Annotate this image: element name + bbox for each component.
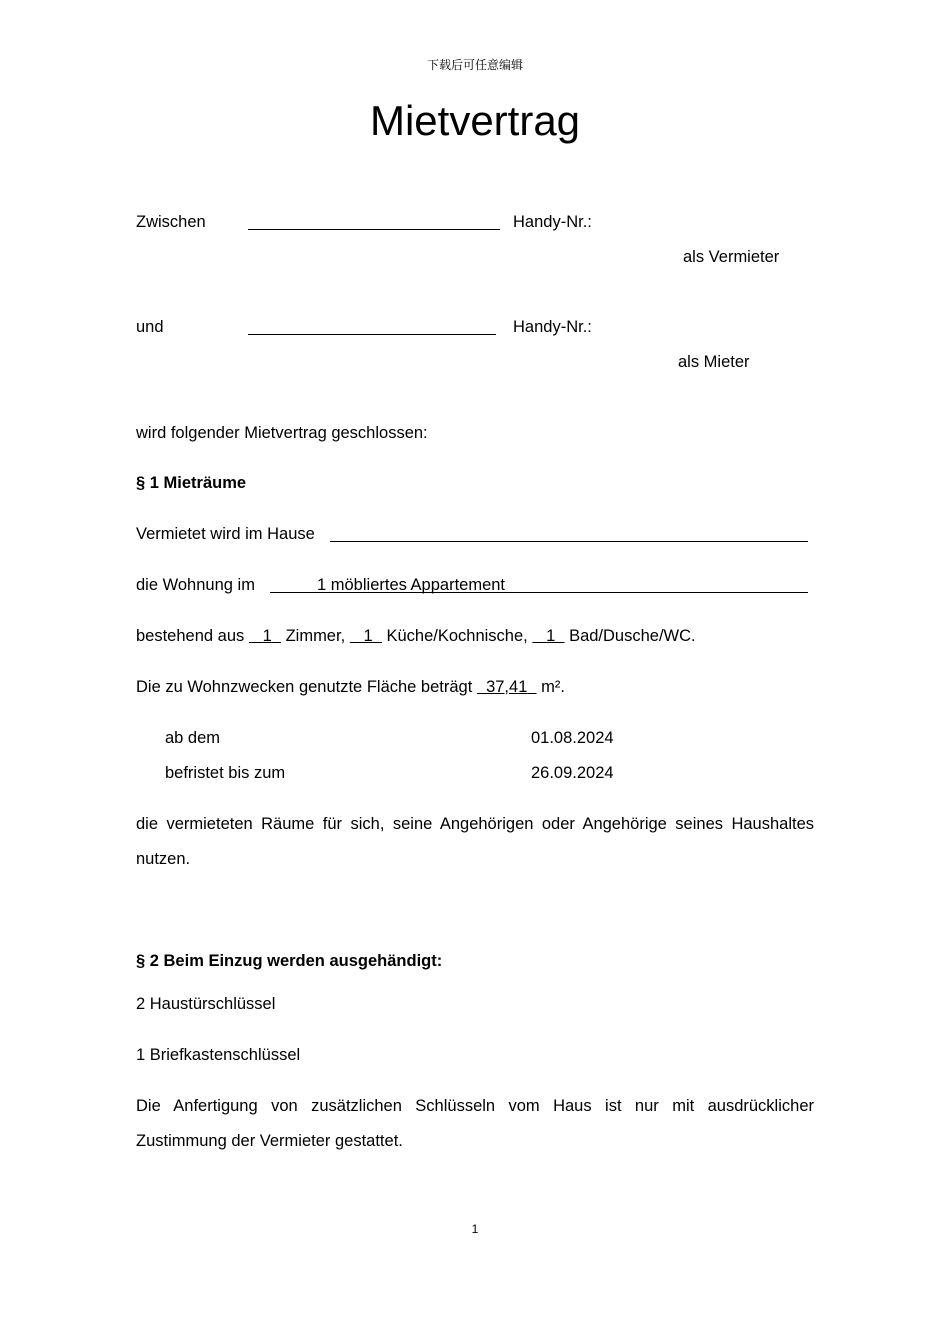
contract-intro: wird folgender Mietvertrag geschlossen: xyxy=(136,424,428,442)
key-note-line-1: Die Anfertigung von zusätzlichen Schlüsseln vom Haus ist nur mit ausdrücklicher xyxy=(136,1097,814,1115)
start-label: ab dem xyxy=(165,729,221,747)
landlord-name-field[interactable] xyxy=(248,229,500,230)
house-address-field[interactable] xyxy=(330,541,808,542)
bath-count[interactable] xyxy=(532,627,564,645)
page-number: 1 xyxy=(471,1222,479,1236)
section2-heading: § 2 Beim Einzug werden ausgehändigt: xyxy=(136,952,443,970)
bath-text: Bad/Dusche/WC. xyxy=(569,627,696,645)
area-label: Die zu Wohnzwecken genutzte Fläche beträgt xyxy=(136,678,473,696)
rooms-text: Zimmer, xyxy=(285,627,346,645)
key-note-line-2: Zustimmung der Vermieter gestattet. xyxy=(136,1132,403,1150)
area-value: 37,41 xyxy=(486,678,528,696)
tenant-name-field[interactable] xyxy=(248,334,496,335)
end-label: befristet bis zum xyxy=(165,764,286,782)
kitchen-count[interactable] xyxy=(350,627,382,645)
bath-count-value: 1 xyxy=(546,627,556,645)
section1-heading: § 1 Mieträume xyxy=(136,474,247,492)
rooms-line xyxy=(136,626,696,646)
tenant-phone-label: Handy-Nr.: xyxy=(513,318,592,336)
kitchen-count-value: 1 xyxy=(363,627,373,645)
house-label: Vermietet wird im Hause xyxy=(136,525,315,543)
usage-line-1: die vermieteten Räume für sich, seine Angehörigen oder Angehörige seines Haushaltes xyxy=(136,815,814,833)
landlord-label: Zwischen xyxy=(136,213,206,231)
landlord-role: als Vermieter xyxy=(683,248,780,266)
usage-line-2: nutzen. xyxy=(136,850,191,868)
rooms-count[interactable] xyxy=(249,627,281,645)
tenant-label: und xyxy=(136,318,164,336)
apartment-label: die Wohnung im xyxy=(136,576,255,594)
area-line xyxy=(136,677,565,697)
key-item-mailbox: 1 Briefkastenschlüssel xyxy=(136,1046,301,1064)
rooms-label: bestehend aus xyxy=(136,627,245,645)
apartment-value: 1 möbliertes Appartement xyxy=(317,576,506,594)
header-note: 下载后可任意编辑 xyxy=(426,58,523,72)
document-title: Mietvertrag xyxy=(369,97,581,144)
area-unit: m². xyxy=(541,678,565,696)
start-date: 01.08.2024 xyxy=(531,729,614,747)
landlord-phone-label: Handy-Nr.: xyxy=(513,213,592,231)
kitchen-text: Küche/Kochnische, xyxy=(386,627,528,645)
tenant-role: als Mieter xyxy=(678,353,750,371)
rooms-count-value: 1 xyxy=(262,627,272,645)
end-date: 26.09.2024 xyxy=(531,764,614,782)
key-item-house: 2 Haustürschlüssel xyxy=(136,995,276,1013)
area-field[interactable] xyxy=(477,678,537,696)
